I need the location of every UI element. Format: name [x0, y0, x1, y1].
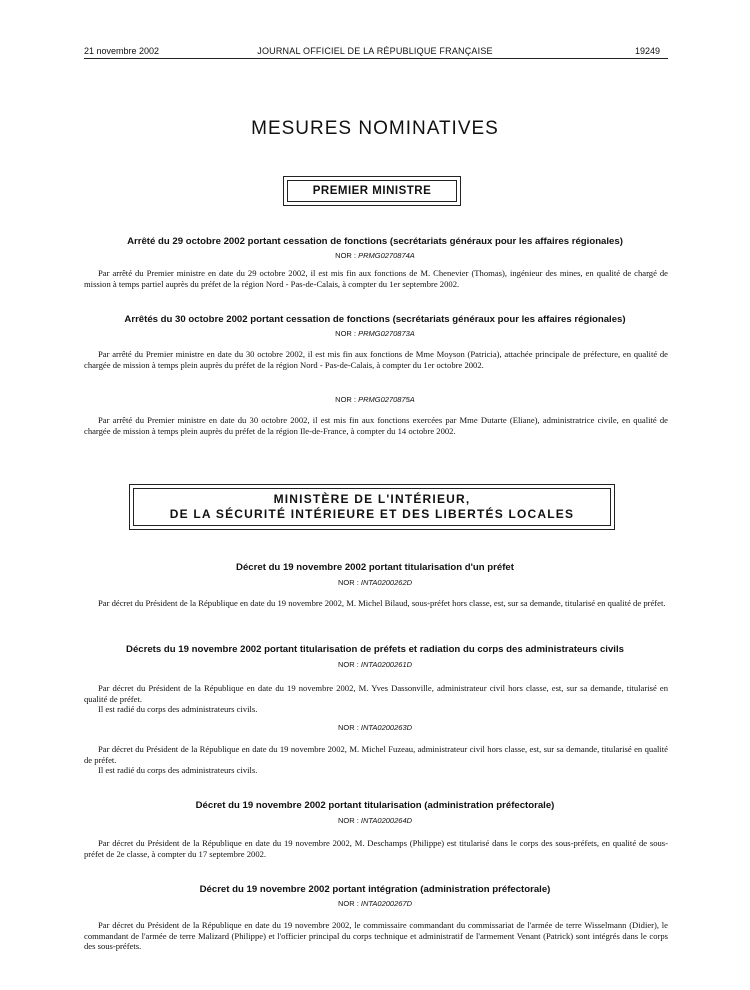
nor-code: INTA0200264D [360, 816, 413, 825]
nor-code: INTA0200267D [360, 899, 413, 908]
nor-label: NOR : [337, 899, 359, 908]
act-title: Décret du 19 novembre 2002 portant titularisation d'un préfet [236, 562, 514, 573]
nor-reference [70, 251, 680, 260]
act-paragraph: Il est radié du corps des administrateurs civils. [98, 765, 258, 775]
act-text [84, 920, 668, 952]
act-text [84, 268, 668, 289]
ministry-name-line: DE LA SÉCURITÉ INTÉRIEURE ET DES LIBERTÉS LOCALES [169, 507, 575, 521]
nor-reference [70, 660, 680, 669]
act-text [84, 415, 668, 436]
nor-reference [70, 816, 680, 825]
nor-label: NOR : [337, 660, 359, 669]
act-text [84, 744, 668, 776]
act-title: Arrêté du 29 octobre 2002 portant cessation de fonctions (secrétariats généraux pour les affaires régionales) [127, 236, 623, 247]
act-paragraph: Par arrêté du Premier ministre en date du 30 octobre 2002, il est mis fin aux fonctions de Mme Moyson (Patricia), attachée principale de préfecture, en qualité de chargée de mission à temps plein auprès du préfet de la région Nord - Pas-de-Calais, à compter du 1er octobre 2002. [84, 349, 668, 370]
header-journal-title: JOURNAL OFFICIEL DE LA RÉPUBLIQUE FRANÇAISE [257, 46, 493, 56]
act-text [84, 838, 668, 859]
act-title: Décret du 19 novembre 2002 portant intégration (administration préfectorale) [199, 884, 551, 895]
act-text [84, 683, 668, 715]
nor-label: NOR : [337, 723, 359, 732]
act-paragraph: Par décret du Président de la République en date du 19 novembre 2002, M. Michel Fuzeau, administrateur civil hors classe, est, sur sa demande, titularisé en qualité de préfet. [84, 744, 668, 765]
act-paragraph: Il est radié du corps des administrateurs civils. [98, 704, 258, 714]
nor-reference [70, 395, 680, 404]
ministry-name-line: MINISTÈRE DE L'INTÉRIEUR, [273, 492, 471, 506]
act-title: Arrêtés du 30 octobre 2002 portant cessation de fonctions (secrétariats généraux pour les affaires régionales) [124, 314, 626, 325]
nor-code: INTA0200261D [360, 660, 413, 669]
nor-reference [70, 723, 680, 732]
main-title: MESURES NOMINATIVES [251, 118, 499, 139]
nor-label: NOR : [337, 578, 359, 587]
header-rule [84, 58, 668, 59]
header-page-number: 19249 [634, 46, 660, 56]
act-text [84, 349, 668, 370]
nor-reference [70, 329, 680, 338]
nor-code: INTA0200263D [360, 723, 413, 732]
nor-label: NOR : [337, 816, 359, 825]
nor-code: PRMG0270875A [358, 395, 415, 404]
ministry-name: PREMIER MINISTRE [312, 185, 432, 197]
nor-label: NOR : [335, 395, 357, 404]
nor-label: NOR : [335, 329, 357, 338]
nor-code: INTA0200262D [360, 578, 413, 587]
act-paragraph: Par décret du Président de la République en date du 19 novembre 2002, M. Michel Bilaud, sous-préfet hors classe, est, sur sa demande, titularisé en qualité de préfet. [98, 598, 666, 608]
header-date: 21 novembre 2002 [84, 46, 160, 56]
nor-code: PRMG0270874A [358, 251, 415, 260]
act-text [84, 598, 668, 609]
act-paragraph: Par décret du Président de la République en date du 19 novembre 2002, M. Yves Dassonville, administrateur civil hors classe, est, sur sa demande, titularisé en qualité de préfet. [84, 683, 668, 704]
nor-reference [70, 899, 680, 908]
act-paragraph: Par décret du Président de la République en date du 19 novembre 2002, M. Deschamps (Philippe) est titularisé dans le corps des sous-préfets, en qualité de sous-préfet de 2e classe, à compter du 17 septembre 2002. [84, 838, 668, 859]
nor-code: PRMG0270873A [358, 329, 415, 338]
nor-reference [70, 578, 680, 587]
ministry-box-interieur [129, 484, 615, 530]
act-paragraph: Par décret du Président de la République en date du 19 novembre 2002, le commissaire commandant du commissariat de l'armée de terre Wisselmann (Didier), le commandant de l'armée de terre Malizard (Philippe) et l'officier principal du corps technique et administratif de l'armement Venant (Patrick) sont intégrés dans le corps des sous-préfets. [84, 920, 668, 951]
act-title: Décrets du 19 novembre 2002 portant titularisation de préfets et radiation du corps des administrateurs civils [126, 644, 624, 655]
act-paragraph: Par arrêté du Premier ministre en date du 29 octobre 2002, il est mis fin aux fonctions de M. Chenevier (Thomas), ingénieur des mines, en qualité de chargé de mission à temps partiel auprès du préfet de la région Nord - Pas-de-Calais, à compter du 1er septembre 2002. [84, 268, 668, 289]
act-title: Décret du 19 novembre 2002 portant titularisation (administration préfectorale) [195, 800, 555, 811]
act-paragraph: Par arrêté du Premier ministre en date du 30 octobre 2002, il est mis fin aux fonctions exercées par Mme Dutarte (Eliane), administratrice civile, en qualité de chargée de mission à temps plein auprès du préfet de la région Ile-de-France, à compter du 14 octobre 2002. [84, 415, 668, 436]
nor-label: NOR : [335, 251, 357, 260]
ministry-box-premier-ministre [283, 176, 461, 206]
